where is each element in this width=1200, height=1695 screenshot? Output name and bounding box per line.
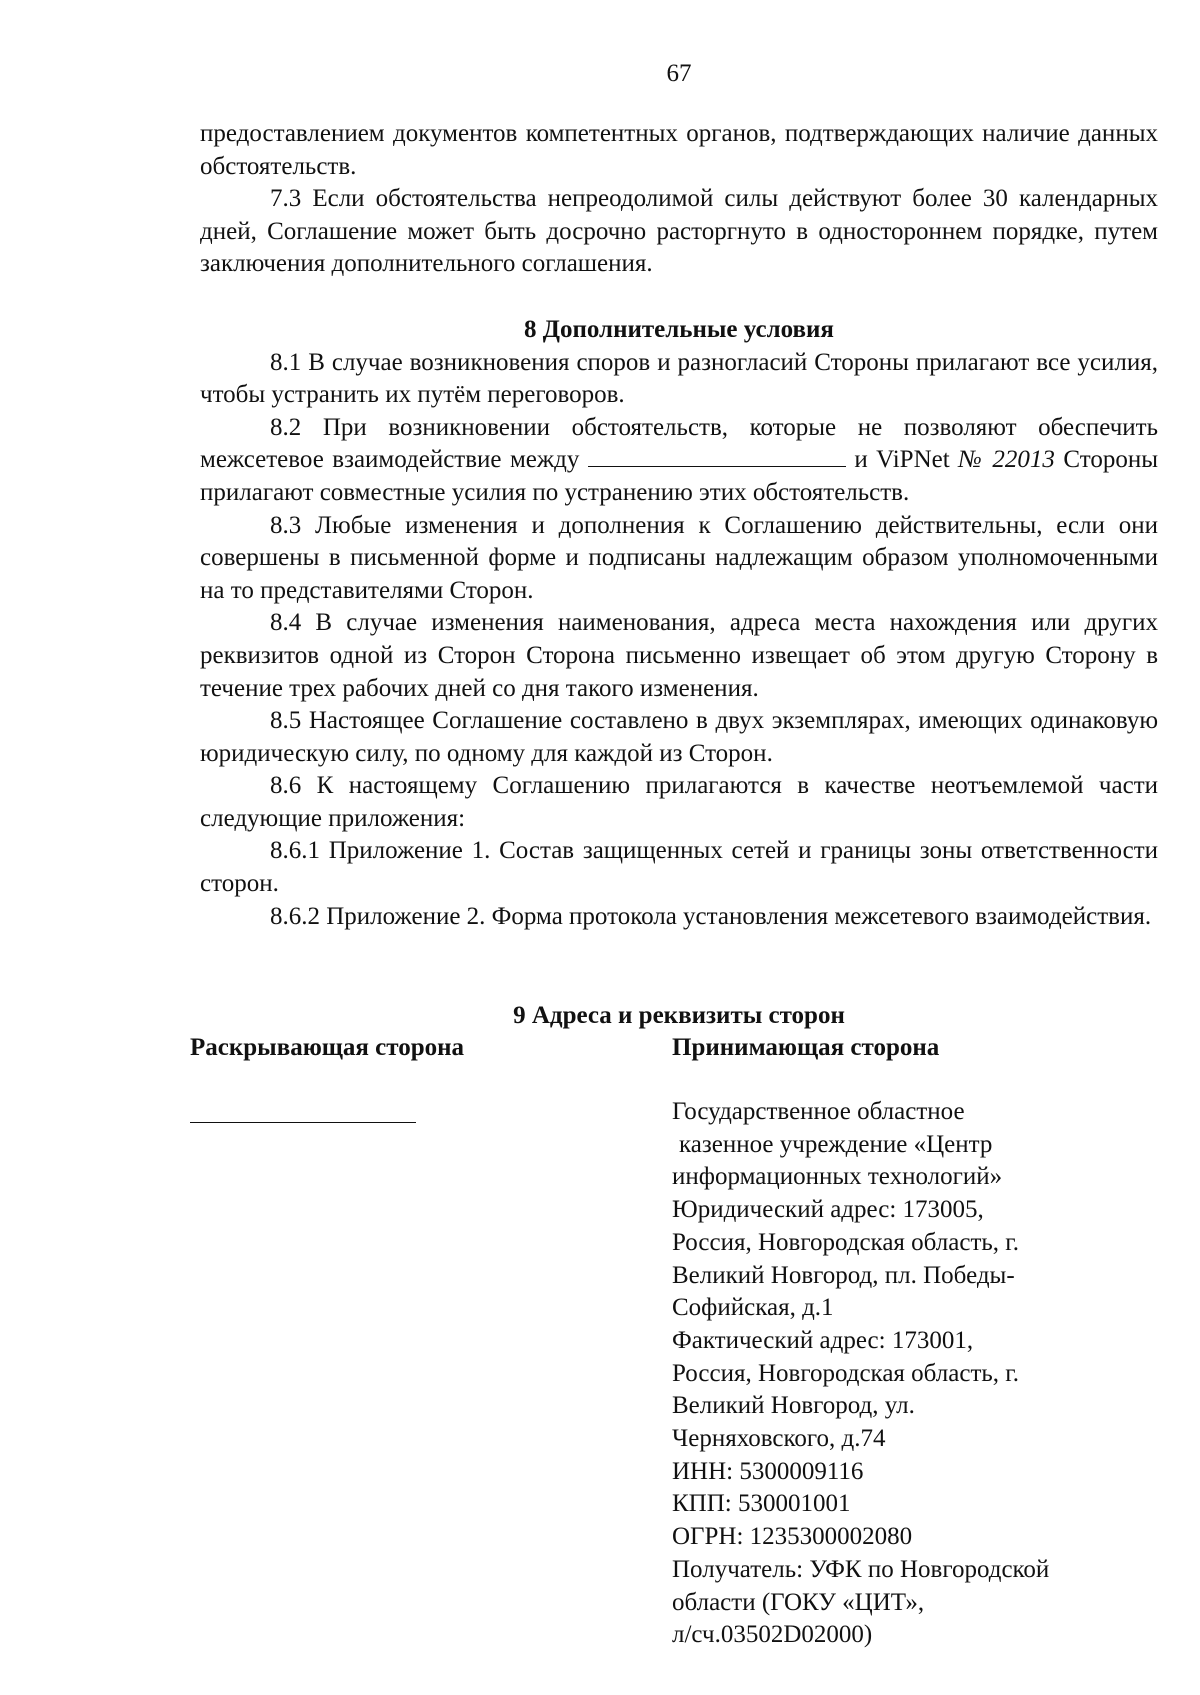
detail-line: Софийская, д.1 xyxy=(672,1294,834,1322)
detail-line: Россия, Новгородская область, г. xyxy=(672,1228,1019,1256)
section-8-heading: 8 Дополнительные условия xyxy=(524,315,834,343)
receiving-party-details xyxy=(672,1096,1152,1652)
paragraph-8-2-text-d: Стороны прилагают совместные усилия по устранению этих обстоятельств. xyxy=(200,446,1159,506)
detail-line: Государственное областное xyxy=(672,1098,965,1125)
paragraph-8-3: 8.3 Любые изменения и дополнения к Соглашению действительны, если они совершены в письменной форме и подписаны надлежащим образом уполномоченными на то представителями Сторон. xyxy=(200,511,1158,604)
detail-line: КПП: 530001001 xyxy=(672,1490,851,1518)
detail-line: области (ГОКУ «ЦИТ», xyxy=(672,1588,925,1616)
paragraph-8-4: 8.4 В случае изменения наименования, адреса места нахождения или других реквизитов одной из Сторон Сторона письменно извещает об этом другую Сторону в течение трех рабочих дней со дня такого изменения. xyxy=(200,609,1158,702)
paragraph-continuation: предоставлением документов компетентных органов, подтверждающих наличие данных обстоятельств. xyxy=(200,120,1158,180)
paragraph-8-2-text-a: 8.2 При возникновении обстоятельств, которые не позволяют обеспечить межсетевое взаимодействие между xyxy=(200,413,1158,474)
detail-line: ОГРН: 1235300002080 xyxy=(672,1523,913,1551)
detail-line: Получатель: УФК по Новгородской xyxy=(672,1555,1050,1583)
disclosing-party-title: Раскрывающая сторона xyxy=(190,1034,465,1061)
blank-fill-line xyxy=(588,444,846,467)
detail-line: информационных технологий» xyxy=(672,1163,1003,1191)
detail-line: казенное учреждение «Центр xyxy=(679,1130,993,1158)
receiving-party-title: Принимающая сторона xyxy=(672,1034,940,1061)
paragraph-8-2-text-b: и ViPNet xyxy=(854,446,950,474)
detail-line: Россия, Новгородская область, г. xyxy=(672,1359,1019,1387)
detail-line: Юридический адрес: 173005, xyxy=(672,1196,984,1224)
paragraph-8-2 xyxy=(200,412,1158,510)
section-9-heading: 9 Адреса и реквизиты сторон xyxy=(513,1002,845,1029)
disclosing-party-blank-line xyxy=(190,1122,416,1123)
detail-line: Великий Новгород, ул. xyxy=(672,1392,915,1420)
detail-line: ИНН: 5300009116 xyxy=(672,1457,864,1485)
paragraph-8-6-2: 8.6.2 Приложение 2. Форма протокола установления межсетевого взаимодействия. xyxy=(270,902,1152,930)
document-body xyxy=(200,118,1158,933)
paragraph-8-6: 8.6 К настоящему Соглашению прилагаются в качестве неотъемлемой части следующие приложения: xyxy=(200,772,1158,832)
vipnet-number: № 22013 xyxy=(958,446,1055,474)
paragraph-8-1: 8.1 В случае возникновения споров и разногласий Стороны прилагают все усилия, чтобы устранить их путём переговоров. xyxy=(200,348,1158,409)
detail-line: л/сч.03502D02000) xyxy=(672,1621,873,1649)
detail-line: Фактический адрес: 173001, xyxy=(672,1326,974,1354)
paragraph-8-6-1: 8.6.1 Приложение 1. Состав защищенных сетей и границы зоны ответственности сторон. xyxy=(200,837,1158,898)
page-number: 67 xyxy=(666,60,692,87)
detail-line: Великий Новгород, пл. Победы- xyxy=(672,1261,1015,1289)
detail-line: Черняховского, д.74 xyxy=(672,1425,886,1453)
paragraph-7-3: 7.3 Если обстоятельства непреодолимой силы действуют более 30 календарных дней, Соглашение может быть досрочно расторгнуто в одностороннем порядке, путем заключения дополнительного соглашения. xyxy=(200,185,1158,278)
paragraph-8-5: 8.5 Настоящее Соглашение составлено в двух экземплярах, имеющих одинаковую юридическую силу, по одному для каждой из Сторон. xyxy=(200,707,1158,767)
